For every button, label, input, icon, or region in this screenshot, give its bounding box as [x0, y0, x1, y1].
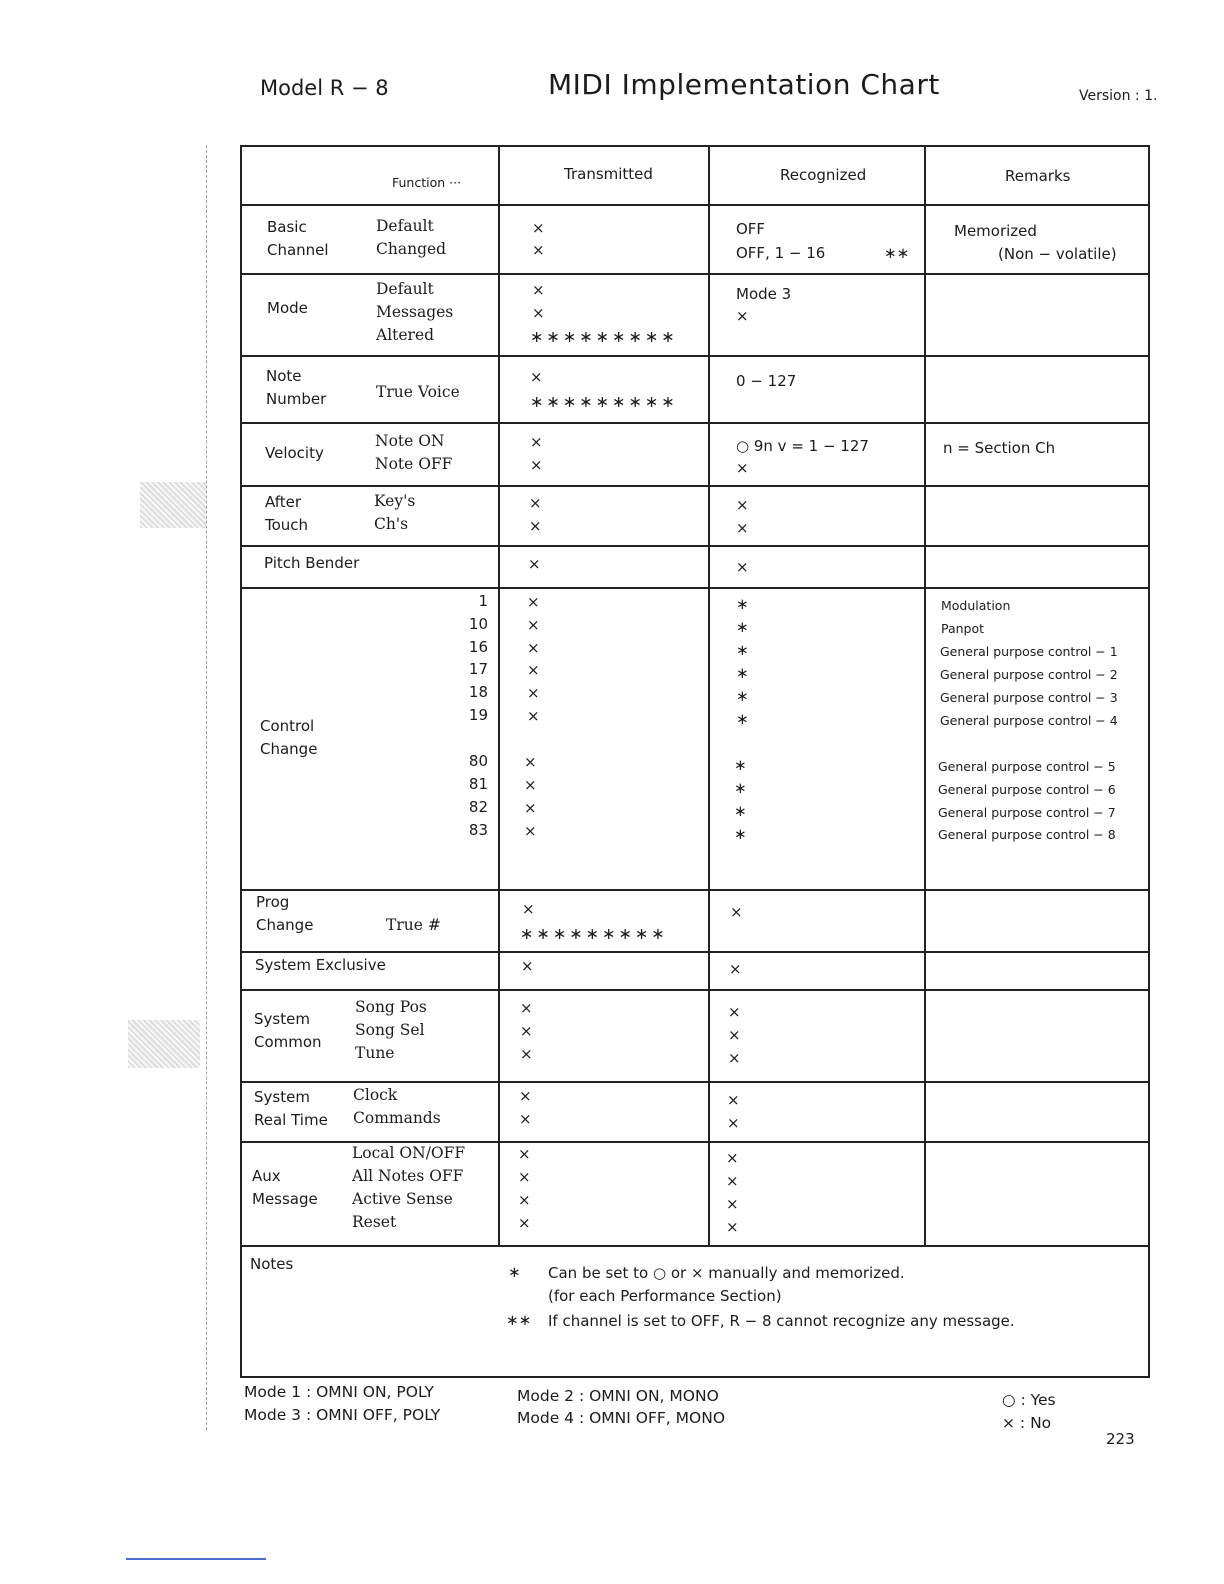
recognized-value: ∗	[736, 595, 749, 613]
transmitted-value: ×	[518, 1214, 531, 1232]
row-label: Number	[266, 390, 327, 408]
remarks-value: General purpose control − 3	[940, 690, 1118, 705]
cc-number: 10	[468, 615, 488, 633]
row-sublabel: Messages	[376, 303, 454, 321]
note-mark: ∗∗	[506, 1311, 532, 1329]
row-label: After	[265, 493, 302, 511]
version-label: Version : 1.	[1079, 88, 1158, 104]
transmitted-value: ×	[518, 1168, 531, 1186]
recognized-value: ×	[729, 960, 742, 978]
transmitted-value: ∗∗∗∗∗∗∗∗∗	[530, 392, 678, 411]
bottom-rule	[126, 1558, 266, 1560]
recognized-value: ∗	[734, 756, 747, 774]
recognized-value: ×	[728, 1003, 741, 1021]
header-function: Function ···	[392, 175, 462, 190]
cc-number: 16	[468, 638, 488, 656]
row-label: Channel	[267, 241, 329, 259]
row-sublabel: Ch's	[374, 515, 409, 533]
transmitted-value: ×	[520, 1045, 533, 1063]
transmitted-value: ×	[518, 1191, 531, 1209]
row-label: Control	[260, 717, 315, 735]
recognized-value: ∗	[736, 618, 749, 636]
recognized-value: ×	[736, 307, 749, 325]
row-label: Change	[260, 740, 318, 758]
transmitted-value: ×	[529, 494, 542, 512]
row-divider	[242, 1245, 1148, 1247]
row-sublabel: Commands	[353, 1109, 441, 1127]
transmitted-value: ×	[519, 1110, 532, 1128]
header-recognized: Recognized	[780, 166, 867, 184]
transmitted-value: ×	[521, 957, 534, 975]
recognized-value: ×	[728, 1026, 741, 1044]
recognized-value: ×	[736, 558, 749, 576]
page-number: 223	[1106, 1430, 1135, 1448]
transmitted-value: ×	[527, 707, 540, 725]
row-label: Basic	[267, 218, 307, 236]
recognized-value: ×	[726, 1195, 739, 1213]
symbol-legend-no: × : No	[1002, 1414, 1052, 1432]
transmitted-value: ×	[524, 753, 537, 771]
row-divider	[242, 273, 1148, 275]
header-transmitted: Transmitted	[564, 165, 653, 183]
transmitted-value: ×	[532, 219, 545, 237]
row-sublabel: Active Sense	[352, 1190, 453, 1208]
recognized-value: ×	[730, 903, 743, 921]
transmitted-value: ×	[530, 368, 543, 386]
transmitted-value: ×	[532, 241, 545, 259]
row-label: System	[254, 1088, 310, 1106]
recognized-value: ∗	[734, 779, 747, 797]
transmitted-value: ×	[530, 433, 543, 451]
transmitted-value: ×	[524, 822, 537, 840]
symbol-legend-yes: ○ : Yes	[1002, 1391, 1056, 1409]
row-label: Common	[254, 1033, 322, 1051]
scan-smudge	[140, 482, 206, 528]
mode-legend: Mode 2 : OMNI ON, MONO	[517, 1387, 719, 1405]
row-label: System Exclusive	[255, 956, 386, 974]
row-label: Prog	[256, 893, 290, 911]
remarks-value: General purpose control − 7	[938, 805, 1116, 820]
recognized-value: ×	[728, 1049, 741, 1067]
row-sublabel: Tune	[355, 1044, 395, 1062]
remarks-value: General purpose control − 8	[938, 827, 1116, 842]
row-sublabel: All Notes OFF	[352, 1167, 464, 1185]
recognized-value: ∗	[736, 641, 749, 659]
cc-number: 19	[468, 706, 488, 724]
recognized-value: ∗	[736, 664, 749, 682]
row-label: Mode	[267, 299, 308, 317]
transmitted-value: ×	[527, 661, 540, 679]
recognized-value: ×	[726, 1149, 739, 1167]
note-text: (for each Performance Section)	[548, 1287, 782, 1305]
recognized-value: ×	[727, 1091, 740, 1109]
transmitted-value: ×	[520, 999, 533, 1017]
recognized-value: Mode 3	[736, 285, 792, 303]
row-divider	[242, 422, 1148, 424]
transmitted-value: ×	[524, 776, 537, 794]
row-label: Pitch Bender	[264, 554, 360, 572]
note-text: If channel is set to OFF, R − 8 cannot recognize any message.	[548, 1312, 1015, 1330]
transmitted-value: ×	[518, 1145, 531, 1163]
transmitted-value: ×	[527, 684, 540, 702]
mode-legend: Mode 3 : OMNI OFF, POLY	[244, 1406, 441, 1424]
transmitted-value: ×	[522, 900, 535, 918]
transmitted-value: ×	[530, 456, 543, 474]
row-sublabel: Song Sel	[355, 1021, 425, 1039]
remarks-value: General purpose control − 5	[938, 759, 1116, 774]
recognized-value: ∗	[736, 687, 749, 705]
recognized-value: ○ 9n v = 1 − 127	[736, 437, 869, 455]
row-label: Touch	[265, 516, 309, 534]
recognized-value: ∗	[734, 802, 747, 820]
remarks-value: General purpose control − 6	[938, 782, 1116, 797]
row-divider	[242, 485, 1148, 487]
row-divider	[242, 989, 1148, 991]
row-divider	[242, 1081, 1148, 1083]
transmitted-value: ∗∗∗∗∗∗∗∗∗	[520, 924, 668, 943]
recognized-mark: ∗∗	[884, 244, 910, 262]
row-divider	[242, 204, 1148, 206]
row-label: Note	[266, 367, 302, 385]
remarks-value: General purpose control − 1	[940, 644, 1118, 659]
transmitted-value: ×	[524, 799, 537, 817]
recognized-value: ×	[726, 1172, 739, 1190]
cc-number: 81	[468, 775, 488, 793]
mode-legend: Mode 1 : OMNI ON, POLY	[244, 1383, 435, 1401]
cc-number: 83	[468, 821, 488, 839]
note-mark: ∗	[508, 1263, 521, 1281]
recognized-value: 0 − 127	[736, 372, 797, 390]
transmitted-value: ×	[527, 616, 540, 634]
row-divider	[242, 951, 1148, 953]
row-sublabel: Song Pos	[355, 998, 427, 1016]
row-sublabel: True #	[386, 916, 441, 934]
notes-label: Notes	[250, 1255, 294, 1273]
margin-line	[206, 145, 207, 1430]
scan-smudge	[128, 1020, 200, 1068]
transmitted-value: ×	[529, 517, 542, 535]
row-divider	[242, 587, 1148, 589]
transmitted-value: ×	[519, 1087, 532, 1105]
row-divider	[242, 1141, 1148, 1143]
transmitted-value: ×	[532, 281, 545, 299]
row-label: Aux	[252, 1167, 281, 1185]
row-label: Change	[256, 916, 314, 934]
cc-number: 17	[468, 660, 488, 678]
recognized-value: ×	[726, 1218, 739, 1236]
row-sublabel: Default	[376, 217, 434, 235]
recognized-value: ×	[736, 459, 749, 477]
header-remarks: Remarks	[1005, 167, 1071, 185]
transmitted-value: ×	[532, 304, 545, 322]
row-label: Real Time	[254, 1111, 328, 1129]
recognized-value: ×	[727, 1114, 740, 1132]
note-text: Can be set to ○ or × manually and memorized.	[548, 1264, 905, 1282]
transmitted-value: ×	[527, 593, 540, 611]
remarks-value: General purpose control − 4	[940, 713, 1118, 728]
transmitted-value: ∗∗∗∗∗∗∗∗∗	[530, 327, 678, 346]
page-title: MIDI Implementation Chart	[548, 68, 940, 101]
row-sublabel: True Voice	[376, 383, 460, 401]
mode-legend: Mode 4 : OMNI OFF, MONO	[517, 1409, 726, 1427]
transmitted-value: ×	[527, 639, 540, 657]
row-sublabel: Local ON/OFF	[352, 1144, 466, 1162]
row-sublabel: Reset	[352, 1213, 397, 1231]
recognized-value: ∗	[736, 710, 749, 728]
remarks-value: Panpot	[941, 621, 985, 636]
recognized-value: ∗	[734, 825, 747, 843]
cc-number: 18	[468, 683, 488, 701]
recognized-value: OFF, 1 − 16	[736, 244, 826, 262]
cc-number: 82	[468, 798, 488, 816]
row-sublabel: Altered	[376, 326, 435, 344]
row-sublabel: Key's	[374, 492, 416, 510]
row-sublabel: Default	[376, 280, 434, 298]
remarks-value: Modulation	[941, 598, 1011, 613]
row-divider	[242, 355, 1148, 357]
remarks-value: Memorized	[954, 222, 1037, 240]
row-sublabel: Note ON	[375, 432, 445, 450]
transmitted-value: ×	[520, 1022, 533, 1040]
row-label: Velocity	[265, 444, 324, 462]
row-label: Message	[252, 1190, 318, 1208]
row-divider	[242, 545, 1148, 547]
row-label: System	[254, 1010, 310, 1028]
model-name: Model R − 8	[260, 76, 389, 100]
recognized-value: OFF	[736, 220, 766, 238]
row-divider	[242, 889, 1148, 891]
transmitted-value: ×	[528, 555, 541, 573]
cc-number: 80	[468, 752, 488, 770]
row-sublabel: Note OFF	[375, 455, 453, 473]
row-sublabel: Changed	[376, 240, 447, 258]
row-sublabel: Clock	[353, 1086, 398, 1104]
cc-number: 1	[478, 592, 488, 610]
remarks-value: General purpose control − 2	[940, 667, 1118, 682]
recognized-value: ×	[736, 496, 749, 514]
remarks-value: n = Section Ch	[943, 439, 1056, 457]
recognized-value: ×	[736, 519, 749, 537]
midi-implementation-table	[240, 145, 1150, 1378]
remarks-value: (Non − volatile)	[998, 245, 1117, 263]
